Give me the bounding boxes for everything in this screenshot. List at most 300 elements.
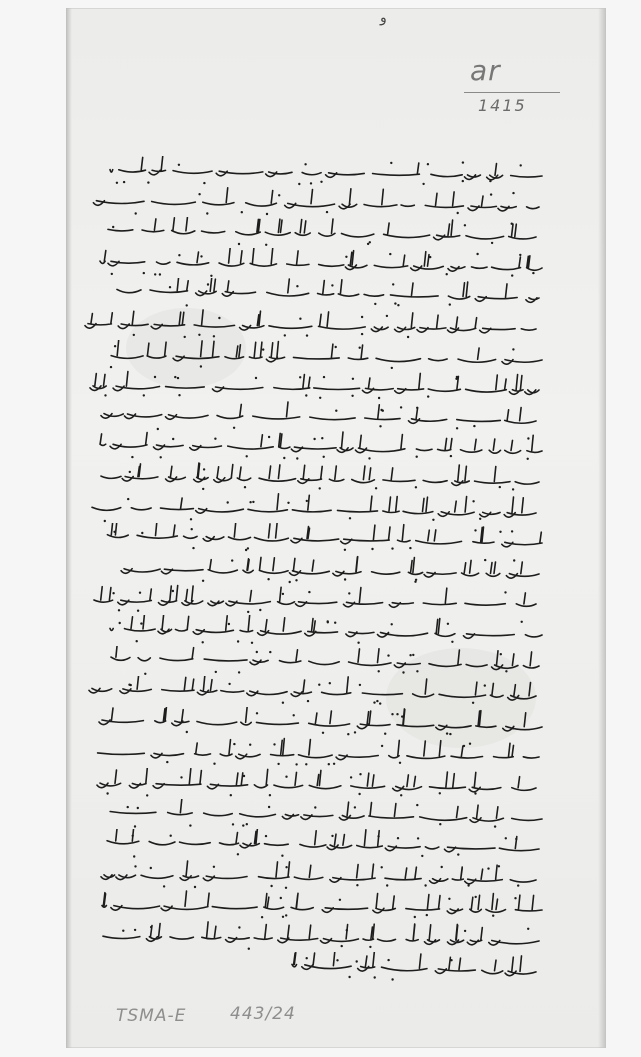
ink-dot: [397, 837, 399, 839]
ink-dot: [154, 273, 156, 275]
ink-dot: [450, 455, 452, 457]
ink-dot: [374, 976, 376, 978]
ink-dot: [499, 531, 501, 533]
ink-dot: [289, 581, 291, 583]
ink-dot: [256, 712, 258, 714]
ink-dot: [207, 284, 209, 286]
ink-dot: [146, 794, 148, 796]
ink-dot: [194, 886, 196, 888]
ink-dot: [218, 317, 220, 319]
ink-dot: [378, 670, 380, 672]
ink-dot: [180, 776, 182, 778]
ink-dot: [417, 837, 419, 839]
ink-dot: [464, 930, 466, 932]
ink-stroke: [100, 248, 542, 271]
ink-dot: [198, 193, 200, 195]
ink-dot: [352, 378, 354, 380]
ink-stroke: [99, 707, 542, 731]
ink-dot: [306, 334, 308, 336]
ink-stroke: [92, 493, 536, 516]
ink-dot: [123, 181, 125, 183]
handwritten-line: [96, 707, 544, 737]
ink-dot: [511, 274, 513, 276]
ink-dot: [361, 316, 363, 318]
ink-dot: [368, 458, 370, 460]
handwritten-line: [89, 187, 541, 217]
ink-stroke: [107, 523, 542, 547]
ink-dot: [112, 592, 114, 594]
ink-dot: [389, 253, 391, 255]
ink-dot: [346, 929, 348, 931]
handwritten-line: [111, 554, 541, 584]
ink-dot: [210, 274, 212, 276]
ink-dot: [170, 835, 172, 837]
ink-dot: [214, 438, 216, 440]
ink-dot: [203, 468, 205, 470]
ink-dot: [484, 685, 486, 687]
ink-dot: [231, 559, 233, 561]
ink-dot: [456, 376, 458, 378]
ink-dot: [255, 377, 257, 379]
ink-dot: [206, 212, 208, 214]
ink-dot: [252, 500, 254, 502]
ink-dot: [154, 376, 156, 378]
ink-dot: [305, 763, 307, 765]
ink-dot: [287, 501, 289, 503]
ink-dot: [319, 487, 321, 489]
ink-dot: [335, 345, 337, 347]
ink-dot: [519, 253, 521, 255]
ink-dot: [394, 303, 396, 305]
ink-stroke: [108, 218, 536, 240]
ink-dot: [200, 255, 202, 257]
ink-dot: [473, 425, 475, 427]
ink-dot: [357, 642, 359, 644]
ink-dot: [359, 346, 361, 348]
ink-stroke: [98, 739, 539, 760]
ink-dot: [447, 623, 449, 625]
ink-dot: [378, 397, 380, 399]
ink-dot: [512, 488, 514, 490]
ink-dot: [494, 825, 496, 827]
ink-dot: [375, 487, 377, 489]
ink-dot: [391, 978, 393, 980]
ink-dot: [439, 792, 441, 794]
ink-dot: [137, 610, 139, 612]
ink-dot: [412, 653, 414, 655]
ink-dot: [400, 406, 402, 408]
ink-dot: [129, 471, 131, 473]
ink-dot: [174, 376, 176, 378]
ink-dot: [118, 609, 120, 611]
ink-dot: [268, 805, 270, 807]
ink-dot: [476, 253, 478, 255]
ink-dot: [387, 958, 389, 960]
ink-dot: [172, 590, 174, 592]
ink-dot: [116, 182, 118, 184]
ink-dot: [238, 671, 240, 673]
ink-dot: [269, 650, 271, 652]
ink-dot: [163, 885, 165, 887]
ink-dot: [159, 273, 161, 275]
ink-dot: [256, 650, 258, 652]
ink-stroke: [85, 310, 536, 333]
ink-dot: [474, 792, 476, 794]
ink-dot: [469, 743, 471, 745]
ink-dot: [387, 654, 389, 656]
archive-item-number: 443/24: [230, 1004, 296, 1024]
ink-stroke: [107, 829, 539, 852]
ink-dot: [200, 365, 202, 367]
ink-dot: [283, 457, 285, 459]
ink-dot: [448, 898, 450, 900]
ink-dot: [128, 684, 130, 686]
ink-dot: [323, 376, 325, 378]
ink-dot: [186, 305, 188, 307]
ink-dot: [203, 182, 205, 184]
handwritten-line: [286, 952, 538, 982]
ink-dot: [416, 803, 418, 805]
ink-dot: [259, 609, 261, 611]
ink-stroke: [89, 676, 536, 700]
ink-dot: [527, 928, 529, 930]
ink-dot: [527, 438, 529, 440]
ink-dot: [397, 304, 399, 306]
ink-dot: [202, 579, 204, 581]
archive-code: TSMA-E: [116, 1006, 187, 1026]
ink-dot: [348, 593, 350, 595]
ink-dot: [521, 621, 523, 623]
ink-dot: [160, 456, 162, 458]
ink-dot: [172, 438, 174, 440]
ink-dot: [248, 948, 250, 950]
ink-dot: [141, 532, 143, 534]
ink-dot: [484, 559, 486, 561]
ink-dot: [321, 437, 323, 439]
handwritten-line: [89, 829, 541, 859]
ink-dot: [310, 182, 312, 184]
ink-dot: [244, 486, 246, 488]
ink-dot: [511, 223, 513, 225]
ink-dot: [249, 744, 251, 746]
ink-stroke: [102, 891, 542, 913]
ink-dot: [233, 743, 235, 745]
ink-dot: [230, 794, 232, 796]
ink-dot: [245, 549, 247, 551]
catalog-number: 1415: [478, 96, 527, 115]
ink-dot: [391, 623, 393, 625]
catalog-underline: [464, 92, 560, 93]
handwritten-line: [94, 431, 544, 461]
ink-dot: [186, 731, 188, 733]
ink-dot: [307, 700, 309, 702]
ink-dot: [439, 823, 441, 825]
ink-dot: [331, 835, 333, 837]
ink-dot: [228, 623, 230, 625]
ink-dot: [127, 497, 129, 499]
ink-dot: [137, 806, 139, 808]
ink-dot: [426, 914, 428, 916]
ink-dot: [500, 653, 502, 655]
ink-dot: [296, 458, 298, 460]
ink-dot: [284, 334, 286, 336]
ink-dot: [377, 835, 379, 837]
ink-dot: [361, 333, 363, 335]
handwritten-line: [96, 890, 544, 920]
handwritten-line: [88, 584, 538, 614]
ink-dot: [379, 425, 381, 427]
ink-dot: [462, 161, 464, 163]
ink-stroke: [111, 646, 539, 670]
ink-dot: [213, 865, 215, 867]
ink-dot: [304, 163, 306, 165]
ink-dot: [416, 456, 418, 458]
ink-dot: [281, 855, 283, 857]
ink-dot: [306, 957, 308, 959]
handwritten-line: [96, 340, 544, 370]
ink-dot: [241, 211, 243, 213]
ink-dot: [293, 714, 295, 716]
ink-dot: [356, 960, 358, 962]
ink-dot: [491, 242, 493, 244]
ink-dot: [243, 775, 245, 777]
ink-dot: [333, 763, 335, 765]
ink-dot: [282, 593, 284, 595]
ink-dot: [190, 518, 192, 520]
ink-dot: [421, 855, 423, 857]
handwritten-line: [100, 523, 544, 553]
ink-dot: [131, 456, 133, 458]
ink-dot: [441, 866, 443, 868]
ink-dot: [265, 835, 267, 837]
ink-dot: [350, 776, 352, 778]
ink-dot: [339, 899, 341, 901]
ink-dot: [136, 640, 138, 642]
ink-dot: [104, 394, 106, 396]
ink-dot: [391, 713, 393, 715]
ink-dot: [347, 733, 349, 735]
ink-dot: [376, 700, 378, 702]
ink-dot: [150, 867, 152, 869]
ink-dot: [331, 285, 333, 287]
handwritten-line: [98, 799, 544, 829]
ink-stroke: [101, 463, 539, 485]
ink-dot: [282, 702, 284, 704]
ink-dot: [144, 672, 146, 674]
ink-dot: [237, 640, 239, 642]
ink-stroke: [100, 432, 542, 453]
ink-dot: [213, 335, 215, 337]
ink-dot: [133, 855, 135, 857]
ink-dot: [467, 884, 469, 886]
ink-dot: [392, 284, 394, 286]
ink-stroke: [110, 799, 542, 822]
ink-dot: [400, 794, 402, 796]
ink-dot: [449, 304, 451, 306]
ink-dot: [285, 866, 287, 868]
ink-dot: [285, 915, 287, 917]
ink-dot: [415, 578, 417, 580]
ink-dot: [273, 744, 275, 746]
ink-dot: [345, 255, 347, 257]
ink-dot: [463, 745, 465, 747]
handwritten-line: [87, 370, 541, 400]
ink-dot: [323, 456, 325, 458]
page-shadow-left: [66, 8, 72, 1048]
ink-dot: [113, 531, 115, 533]
ink-dot: [319, 397, 321, 399]
ink-dot: [265, 244, 267, 246]
ink-stroke: [111, 340, 542, 364]
ink-dot: [111, 272, 113, 274]
ink-dot: [409, 547, 411, 549]
ink-dot: [133, 334, 135, 336]
ink-dot: [313, 438, 315, 440]
ink-dot: [147, 181, 149, 183]
ink-dot: [238, 926, 240, 928]
ink-dot: [449, 733, 451, 735]
catalog-annotation: [470, 54, 562, 126]
ink-dot: [414, 916, 416, 918]
ink-stroke: [110, 157, 542, 180]
ink-stroke: [117, 278, 539, 302]
ink-dot: [329, 682, 331, 684]
ink-dot: [298, 183, 300, 185]
ink-dot: [498, 865, 500, 867]
ink-dot: [416, 670, 418, 672]
ink-dot: [450, 959, 452, 961]
ink-dot: [505, 670, 507, 672]
handwritten-line: [94, 248, 544, 278]
ink-dot: [119, 622, 121, 624]
ink-dot: [295, 579, 297, 581]
handwritten-line: [111, 278, 541, 308]
ink-dot: [422, 183, 424, 185]
ink-dot: [104, 519, 106, 521]
ink-dot: [381, 866, 383, 868]
ink-dot: [472, 702, 474, 704]
page-shadow-right: [598, 8, 606, 1048]
ink-dot: [140, 622, 142, 624]
ink-dot: [416, 406, 418, 408]
ink-dot: [381, 745, 383, 747]
ink-dot: [178, 394, 180, 396]
handwritten-line: [104, 156, 544, 186]
ink-dot: [322, 731, 324, 733]
ink-dot: [198, 334, 200, 336]
ink-dot: [189, 824, 191, 826]
ink-dot: [191, 528, 193, 530]
ink-dot: [456, 427, 458, 429]
ink-dot: [379, 703, 381, 705]
ink-dot: [511, 530, 513, 532]
ink-stroke: [103, 922, 539, 945]
ink-dot: [114, 345, 116, 347]
ink-stroke: [292, 952, 536, 976]
ink-dot: [487, 867, 489, 869]
ink-dot: [457, 211, 459, 213]
ink-dot: [349, 517, 351, 519]
ink-dot: [166, 761, 168, 763]
ink-dot: [215, 670, 217, 672]
ink-dot: [305, 394, 307, 396]
ink-dot: [505, 837, 507, 839]
ink-dot: [499, 486, 501, 488]
ink-dot: [351, 395, 353, 397]
ink-dot: [432, 518, 434, 520]
ink-dot: [341, 945, 343, 947]
ink-dot: [359, 684, 361, 686]
ink-dot: [132, 835, 134, 837]
handwritten-line: [98, 860, 538, 890]
ink-dot: [233, 426, 235, 428]
ink-dot: [202, 488, 204, 490]
ink-dot: [157, 428, 159, 430]
ink-dot: [247, 547, 249, 549]
ink-dot: [228, 683, 230, 685]
ink-dot: [150, 926, 152, 928]
ink-dot: [268, 436, 270, 438]
ink-dot: [446, 732, 448, 734]
ink-dot: [399, 762, 401, 764]
ink-dot: [184, 336, 186, 338]
ink-stroke: [94, 586, 536, 608]
ink-stroke: [93, 187, 539, 210]
handwritten-text-block: [84, 156, 544, 986]
ink-dot: [409, 654, 411, 656]
ink-dot: [415, 486, 417, 488]
ink-dot: [242, 824, 244, 826]
ink-dot: [517, 884, 519, 886]
handwritten-line: [102, 217, 538, 247]
ink-stroke: [110, 615, 542, 638]
ink-dot: [237, 853, 239, 855]
ink-dot: [299, 376, 301, 378]
catalog-code: ar: [470, 54, 501, 87]
ink-dot: [532, 272, 534, 274]
ink-dot: [396, 713, 398, 715]
ink-dot: [266, 212, 268, 214]
ink-dot: [143, 394, 145, 396]
ink-dot: [202, 641, 204, 643]
ink-dot: [227, 501, 229, 503]
ink-dot: [295, 764, 297, 766]
ink-dot: [427, 163, 429, 165]
handwritten-line: [86, 493, 538, 523]
ink-dot: [489, 180, 491, 182]
ink-dot: [277, 763, 279, 765]
ink-dot: [232, 823, 234, 825]
ink-dot: [110, 365, 112, 367]
ink-dot: [278, 194, 280, 196]
ink-dot: [318, 684, 320, 686]
ink-dot: [490, 193, 492, 195]
ink-dot: [354, 806, 356, 808]
ink-dot: [402, 671, 404, 673]
ink-dot: [373, 702, 375, 704]
ink-dot: [382, 409, 384, 411]
ink-dot: [407, 336, 409, 338]
ink-dot: [177, 377, 179, 379]
ink-dot: [358, 793, 360, 795]
handwritten-line: [94, 768, 538, 798]
ink-dot: [354, 731, 356, 733]
ink-dot: [457, 854, 459, 856]
ink-dot: [247, 611, 249, 613]
ink-dot: [326, 210, 328, 212]
ink-dot: [246, 455, 248, 457]
ink-dot: [267, 578, 269, 580]
